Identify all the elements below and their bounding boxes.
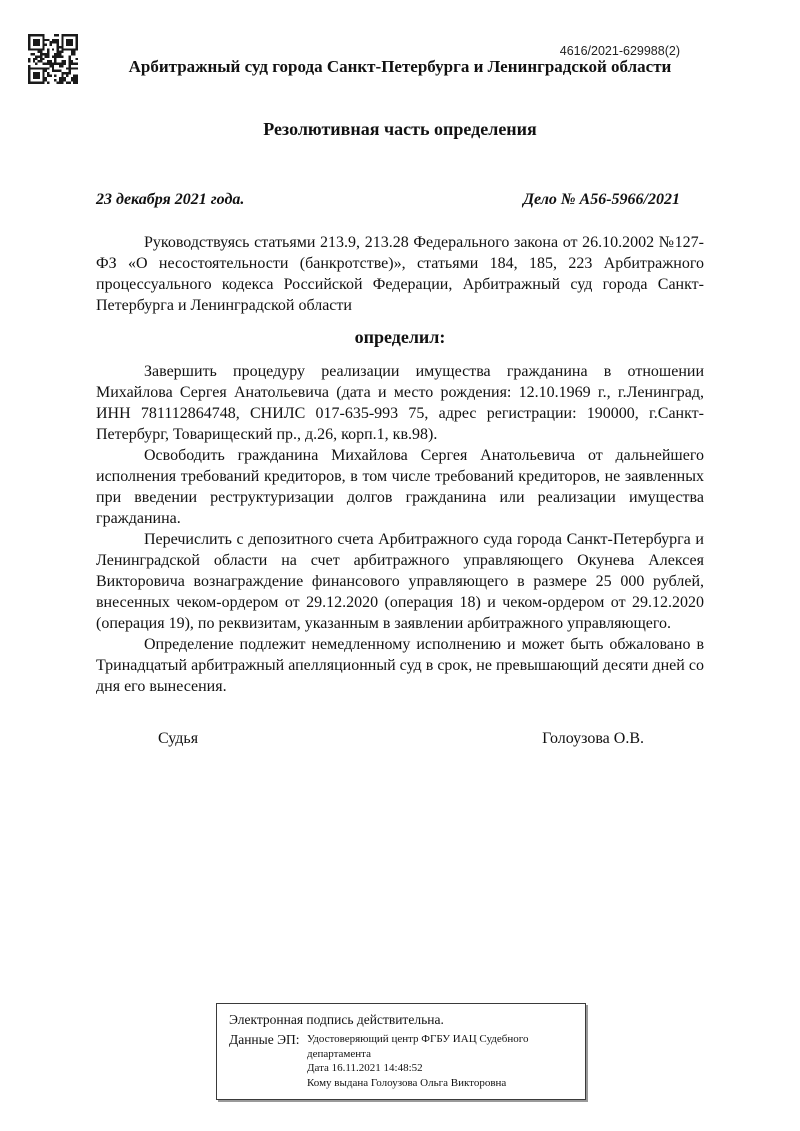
ruling-paragraph-1: Завершить процедуру реализации имущества гражданина в отношении Михайлова Сергея Анатольевича (дата и место рождения: 12.10.1969 г., г.Ленинград, ИНН 781112864748, СНИЛС 017-635-993 75, адрес регистрации: 190000, г.Санкт-Петербург, Товарищеский пр., д.26, корп.1, кв.98). <box>96 363 704 443</box>
ruling-paragraph-3: Перечислить с депозитного счета Арбитражного суда города Санкт-Петербурга и Ленинградской области на счет арбитражного управляющего Окунева Алексея Викторовича вознаграждение финансового управляющего в размере 25 000 рублей, внесенных чеком-ордером от 29.12.2020 (операция 18) и чеком-ордером от 29.12.2020 (операция 19), по реквизитам, указанным в заявлении арбитражного управляющего. <box>96 531 704 632</box>
judge-label: Судья <box>158 730 199 747</box>
signature-issued-to: Кому выдана Голоузова Ольга Викторовна <box>307 1076 507 1089</box>
document-title: Резолютивная часть определения <box>263 119 537 139</box>
date-case-row <box>96 191 680 209</box>
signature-row <box>96 728 704 749</box>
document-body <box>96 232 704 749</box>
court-name-heading: Арбитражный суд города Санкт-Петербурга и Ленинградской области <box>128 57 672 76</box>
signature-data-row <box>229 1032 573 1090</box>
signature-details <box>307 1032 547 1090</box>
electronic-signature-stamp <box>216 1003 586 1100</box>
ruling-word: определил: <box>354 327 446 347</box>
certificate-authority: Удостоверяющий центр ФГБУ ИАЦ Судебного департамента <box>307 1033 529 1060</box>
ruling-paragraph-2: Освободить гражданина Михайлова Сергея Анатольевича от дальнейшего исполнения требований кредиторов, в том числе требований кредиторов, не заявленных при введении реструктуризации долгов гражданина или реализации имущества гражданина. <box>96 447 704 527</box>
preamble-paragraph: Руководствуясь статьями 213.9, 213.28 Федерального закона от 26.10.2002 №127-ФЗ «О несостоятельности (банкротстве)», статьями 184, 185, 223 Арбитражного процессуального кодекса Российской Федерации, Арбитражный суд города Санкт-Петербурга и Ленинградской области <box>96 234 704 314</box>
signature-valid-text: Электронная подпись действительна. <box>229 1012 444 1027</box>
decision-date: 23 декабря 2021 года. <box>96 191 245 208</box>
judge-name: Голоузова О.В. <box>542 730 644 747</box>
ruling-paragraph-4: Определение подлежит немедленному исполнению и может быть обжаловано в Тринадцатый арбитражный апелляционный суд в срок, не превышающий десяти дней со дня его вынесения. <box>96 636 704 695</box>
document-registration-number: 4616/2021-629988(2) <box>559 44 680 58</box>
qr-code <box>28 34 78 84</box>
case-number: Дело № А56-5966/2021 <box>523 191 680 208</box>
signature-date: Дата 16.11.2021 14:48:52 <box>307 1062 423 1074</box>
signature-data-label: Данные ЭП: <box>229 1032 300 1047</box>
